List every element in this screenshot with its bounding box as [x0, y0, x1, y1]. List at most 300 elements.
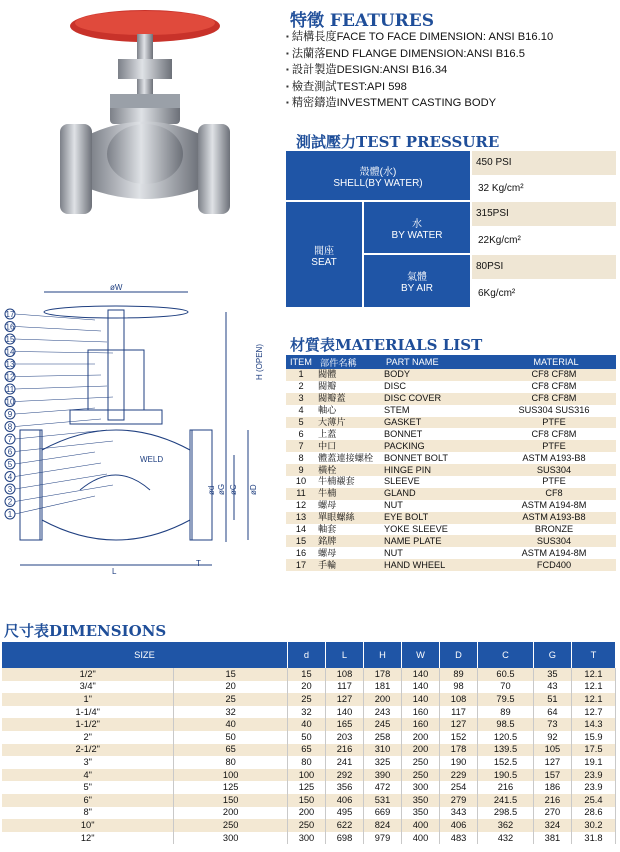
- table-cell: 閥瓣蓋: [316, 393, 382, 405]
- table-cell: 100: [174, 769, 288, 782]
- col-item: ITEM: [286, 355, 316, 369]
- table-cell: 12: [286, 500, 316, 512]
- table-cell: 25: [287, 693, 325, 706]
- table-cell: 25: [174, 693, 288, 706]
- table-cell: 25.4: [571, 794, 615, 807]
- seat-label-en: SEAT: [311, 256, 337, 268]
- table-cell: PTFE: [492, 476, 616, 488]
- water-label-en: BY WATER: [391, 229, 443, 241]
- table-row: [2, 756, 616, 769]
- valve-section-drawing: [0, 280, 282, 580]
- shell-psi: 450 PSI: [472, 151, 616, 175]
- table-cell: 15: [286, 535, 316, 547]
- callout-number: 12: [5, 372, 15, 382]
- table-cell: 216: [478, 781, 534, 794]
- col-d: d: [287, 642, 325, 668]
- table-cell: 中口: [316, 440, 382, 452]
- table-cell: GASKET: [382, 417, 492, 429]
- table-cell: PTFE: [492, 440, 616, 452]
- materials-title: 材質表MATERIALS LIST: [290, 336, 483, 354]
- table-cell: 80: [287, 756, 325, 769]
- table-row: [2, 693, 616, 706]
- features-list: [286, 29, 553, 112]
- dimensions-title: 尺寸表DIMENSIONS: [4, 622, 167, 640]
- table-cell: 64: [533, 706, 571, 719]
- table-cell: 531: [364, 794, 402, 807]
- table-cell: 40: [174, 718, 288, 731]
- table-cell: 390: [364, 769, 402, 782]
- table-cell: 1: [286, 369, 316, 381]
- table-cell: 125: [287, 781, 325, 794]
- table-cell: 17.5: [571, 744, 615, 757]
- table-cell: 258: [364, 731, 402, 744]
- table-cell: 閥瓣: [316, 381, 382, 393]
- table-cell: 140: [325, 706, 363, 719]
- table-cell: 5: [286, 417, 316, 429]
- table-cell: 698: [325, 832, 363, 845]
- table-row: [286, 405, 616, 417]
- air-psi: 80PSI: [472, 255, 616, 279]
- air-label-en: BY AIR: [400, 283, 434, 294]
- table-row: [286, 524, 616, 536]
- table-row: [2, 731, 616, 744]
- table-cell: CF8 CF8M: [492, 428, 616, 440]
- table-cell: 472: [364, 781, 402, 794]
- table-cell: 432: [478, 832, 534, 845]
- callout-number: 7: [7, 435, 13, 444]
- table-cell: 120.5: [478, 731, 534, 744]
- table-cell: 40: [287, 718, 325, 731]
- table-cell: 152.5: [478, 756, 534, 769]
- table-cell: 150: [287, 794, 325, 807]
- seat-label-cn: 閥座: [314, 245, 334, 257]
- table-row: [286, 559, 616, 571]
- table-cell: 200: [402, 744, 440, 757]
- table-cell: 381: [533, 832, 571, 845]
- callout-number: 10: [5, 397, 15, 407]
- table-cell: 250: [402, 756, 440, 769]
- table-cell: ASTM A193-B8: [492, 452, 616, 464]
- col-c: C: [478, 642, 534, 668]
- table-cell: 4": [2, 769, 174, 782]
- table-cell: 152: [440, 731, 478, 744]
- table-cell: 10": [2, 819, 174, 832]
- table-cell: 160: [402, 718, 440, 731]
- table-cell: 140: [402, 693, 440, 706]
- table-cell: 31.8: [571, 832, 615, 845]
- table-row: [2, 668, 616, 681]
- table-cell: 3/4": [2, 681, 174, 694]
- table-cell: 241: [325, 756, 363, 769]
- table-cell: SLEEVE: [382, 476, 492, 488]
- callout-leader: [15, 441, 113, 452]
- table-cell: 28.6: [571, 807, 615, 820]
- table-row: [286, 440, 616, 452]
- table-row: [286, 488, 616, 500]
- table-cell: BONNET: [382, 428, 492, 440]
- table-cell: 108: [325, 668, 363, 681]
- callout-number: 4: [7, 472, 13, 482]
- table-cell: 117: [440, 706, 478, 719]
- table-cell: 324: [533, 819, 571, 832]
- table-cell: ASTM A194-8M: [492, 547, 616, 559]
- table-cell: 200: [402, 731, 440, 744]
- table-cell: 200: [174, 807, 288, 820]
- table-cell: SUS304: [492, 464, 616, 476]
- table-cell: 622: [325, 819, 363, 832]
- table-cell: 400: [402, 832, 440, 845]
- table-cell: NUT: [382, 547, 492, 559]
- table-cell: CF8 CF8M: [492, 393, 616, 405]
- table-cell: 20: [174, 681, 288, 694]
- table-cell: 17: [286, 559, 316, 571]
- table-cell: 35: [533, 668, 571, 681]
- table-cell: 127: [325, 693, 363, 706]
- table-cell: PACKING: [382, 440, 492, 452]
- features-title: 特徵 FEATURES: [290, 11, 435, 31]
- table-cell: 32: [174, 706, 288, 719]
- table-cell: 1/2": [2, 668, 174, 681]
- shell-label: [286, 151, 470, 201]
- col-part-cn: 部件名稱: [316, 355, 382, 369]
- table-cell: 12.1: [571, 693, 615, 706]
- table-cell: 23.9: [571, 769, 615, 782]
- table-cell: 10: [286, 476, 316, 488]
- table-cell: 12.1: [571, 668, 615, 681]
- table-cell: 105: [533, 744, 571, 757]
- table-row: [286, 381, 616, 393]
- table-cell: 8: [286, 452, 316, 464]
- table-cell: YOKE SLEEVE: [382, 524, 492, 536]
- test-pressure-table: [286, 151, 616, 307]
- dimensions-header-row: [2, 642, 616, 668]
- table-row: [2, 681, 616, 694]
- table-cell: 190: [440, 756, 478, 769]
- callout-leader: [15, 327, 101, 332]
- table-cell: NAME PLATE: [382, 535, 492, 547]
- table-row: [2, 819, 616, 832]
- table-row: [2, 718, 616, 731]
- col-size: SIZE: [2, 642, 287, 668]
- callout-leader: [15, 496, 95, 514]
- air-kg: 6Kg/cm²: [478, 288, 516, 299]
- air-label-cn: 氣體: [407, 272, 427, 283]
- table-cell: 牛楠: [316, 488, 382, 500]
- callout-leader: [15, 397, 113, 402]
- col-part-name: PART NAME: [382, 355, 492, 369]
- table-cell: 178: [440, 744, 478, 757]
- callout-number: 5: [7, 460, 13, 469]
- feature-item: ▪ 結構長度FACE TO FACE DIMENSION: ANSI B16.10: [286, 29, 553, 46]
- water-kg: 22Kg/cm²: [478, 235, 521, 246]
- callout-number: 2: [7, 497, 13, 507]
- callout-number: 16: [5, 322, 15, 332]
- callout-leader: [15, 430, 107, 439]
- callout-number: 9: [7, 410, 13, 419]
- table-cell: DISC: [382, 381, 492, 393]
- callout-leader: [15, 419, 101, 427]
- col-dd: D: [440, 642, 478, 668]
- table-cell: EYE BOLT: [382, 512, 492, 524]
- callout-number: 6: [7, 447, 13, 457]
- table-cell: 325: [364, 756, 402, 769]
- table-cell: 483: [440, 832, 478, 845]
- table-cell: 1-1/4": [2, 706, 174, 719]
- dim-w-label: øW: [110, 283, 123, 292]
- table-cell: 19.1: [571, 756, 615, 769]
- seat-label: [286, 202, 362, 307]
- table-cell: 體蓋連接螺栓: [316, 452, 382, 464]
- table-cell: 200: [364, 693, 402, 706]
- callout-number: 14: [5, 347, 15, 357]
- table-row: [286, 393, 616, 405]
- table-cell: NUT: [382, 500, 492, 512]
- table-cell: 108: [440, 693, 478, 706]
- table-cell: 14.3: [571, 718, 615, 731]
- table-cell: 406: [440, 819, 478, 832]
- feature-item: ▪ 檢查測試TEST:API 598: [286, 79, 553, 96]
- table-cell: 350: [402, 807, 440, 820]
- table-cell: 669: [364, 807, 402, 820]
- table-cell: 閥體: [316, 369, 382, 381]
- table-cell: 軸套: [316, 524, 382, 536]
- table-cell: 203: [325, 731, 363, 744]
- col-t: T: [571, 642, 615, 668]
- table-cell: 3: [286, 393, 316, 405]
- callout-number: 3: [7, 485, 13, 494]
- table-cell: 軸心: [316, 405, 382, 417]
- callout-leader: [15, 485, 113, 502]
- col-g: G: [533, 642, 571, 668]
- table-cell: 手輪: [316, 559, 382, 571]
- table-row: [286, 512, 616, 524]
- dim-dd-label: øD: [249, 484, 258, 495]
- dim-c-label: øC: [229, 484, 238, 495]
- table-cell: 250: [287, 819, 325, 832]
- table-cell: 20: [287, 681, 325, 694]
- table-cell: 127: [533, 756, 571, 769]
- water-label: [364, 202, 470, 254]
- table-cell: 12.7: [571, 706, 615, 719]
- col-material: MATERIAL: [492, 355, 616, 369]
- table-cell: 150: [174, 794, 288, 807]
- table-cell: 400: [402, 819, 440, 832]
- table-cell: 186: [533, 781, 571, 794]
- table-cell: GLAND: [382, 488, 492, 500]
- table-cell: 1": [2, 693, 174, 706]
- table-cell: ASTM A193-B8: [492, 512, 616, 524]
- table-cell: 139.5: [478, 744, 534, 757]
- table-cell: 250: [174, 819, 288, 832]
- table-cell: 181: [364, 681, 402, 694]
- table-cell: 406: [325, 794, 363, 807]
- callout-leader: [15, 452, 95, 464]
- table-cell: 270: [533, 807, 571, 820]
- table-row: [286, 535, 616, 547]
- table-cell: CF8 CF8M: [492, 381, 616, 393]
- table-cell: STEM: [382, 405, 492, 417]
- table-cell: 254: [440, 781, 478, 794]
- table-cell: 銘牌: [316, 535, 382, 547]
- dim-t-label: T: [196, 559, 201, 568]
- table-cell: 279: [440, 794, 478, 807]
- table-cell: 310: [364, 744, 402, 757]
- table-cell: ASTM A194-8M: [492, 500, 616, 512]
- table-cell: 100: [287, 769, 325, 782]
- table-cell: 30.2: [571, 819, 615, 832]
- shell-label-cn: 殼體(水): [359, 166, 397, 178]
- table-row: [2, 744, 616, 757]
- table-cell: 65: [287, 744, 325, 757]
- table-row: [286, 428, 616, 440]
- table-row: [286, 500, 616, 512]
- table-cell: 350: [402, 794, 440, 807]
- table-cell: 13: [286, 512, 316, 524]
- table-cell: 8": [2, 807, 174, 820]
- table-cell: 9: [286, 464, 316, 476]
- table-cell: 216: [533, 794, 571, 807]
- table-cell: 32: [287, 706, 325, 719]
- table-cell: 螺母: [316, 547, 382, 559]
- table-cell: 245: [364, 718, 402, 731]
- table-cell: 356: [325, 781, 363, 794]
- table-cell: 50: [287, 731, 325, 744]
- table-cell: 250: [402, 769, 440, 782]
- table-cell: 14: [286, 524, 316, 536]
- callout-number: 1: [7, 510, 13, 519]
- table-cell: 157: [533, 769, 571, 782]
- table-cell: 216: [325, 744, 363, 757]
- table-cell: 11: [286, 488, 316, 500]
- table-cell: 300: [402, 781, 440, 794]
- table-cell: 65: [174, 744, 288, 757]
- table-cell: 23.9: [571, 781, 615, 794]
- dim-g-label: øG: [217, 483, 226, 495]
- table-cell: BODY: [382, 369, 492, 381]
- table-row: [286, 417, 616, 429]
- table-cell: 229: [440, 769, 478, 782]
- table-cell: SUS304: [492, 535, 616, 547]
- table-cell: DISC COVER: [382, 393, 492, 405]
- air-label: [364, 255, 470, 307]
- table-cell: 2": [2, 731, 174, 744]
- table-cell: 80: [174, 756, 288, 769]
- table-cell: 79.5: [478, 693, 534, 706]
- table-cell: 3": [2, 756, 174, 769]
- callout-leader: [15, 408, 95, 414]
- callout-leader: [15, 386, 107, 389]
- table-cell: 5": [2, 781, 174, 794]
- table-cell: 160: [402, 706, 440, 719]
- table-cell: HAND WHEEL: [382, 559, 492, 571]
- table-cell: 165: [325, 718, 363, 731]
- table-cell: 292: [325, 769, 363, 782]
- table-cell: 2-1/2": [2, 744, 174, 757]
- table-cell: 1-1/2": [2, 718, 174, 731]
- table-cell: 979: [364, 832, 402, 845]
- callout-leader: [15, 463, 101, 477]
- dimensions-table: [2, 642, 616, 844]
- callout-number: 15: [5, 335, 15, 344]
- dim-h-label: H (OPEN): [255, 344, 264, 380]
- table-cell: 73: [533, 718, 571, 731]
- table-cell: CF8: [492, 488, 616, 500]
- table-row: [286, 476, 616, 488]
- table-row: [286, 547, 616, 559]
- table-cell: 343: [440, 807, 478, 820]
- table-cell: 241.5: [478, 794, 534, 807]
- table-cell: 300: [287, 832, 325, 845]
- table-cell: BRONZE: [492, 524, 616, 536]
- table-cell: 15.9: [571, 731, 615, 744]
- table-cell: 89: [440, 668, 478, 681]
- table-cell: 6: [286, 428, 316, 440]
- table-cell: 117: [325, 681, 363, 694]
- table-cell: 6": [2, 794, 174, 807]
- feature-item: ▪ 精密鑄造INVESTMENT CASTING BODY: [286, 95, 553, 112]
- valve-photo: [50, 4, 250, 226]
- table-cell: 495: [325, 807, 363, 820]
- feature-item: ▪ 設計製造DESIGN:ANSI B16.34: [286, 62, 553, 79]
- table-cell: 16: [286, 547, 316, 559]
- callout-number: 11: [5, 385, 15, 394]
- table-cell: 大薄片: [316, 417, 382, 429]
- table-row: [286, 369, 616, 381]
- feature-item: ▪ 法蘭落END FLANGE DIMENSION:ANSI B16.5: [286, 46, 553, 63]
- table-cell: 牛楠襯套: [316, 476, 382, 488]
- table-row: [2, 832, 616, 845]
- table-cell: 300: [174, 832, 288, 845]
- table-cell: 60.5: [478, 668, 534, 681]
- table-cell: 43: [533, 681, 571, 694]
- table-cell: 螺母: [316, 500, 382, 512]
- table-cell: 200: [287, 807, 325, 820]
- callout-leader: [15, 339, 107, 342]
- callout-number: 8: [7, 422, 13, 432]
- table-row: [286, 452, 616, 464]
- table-cell: 15: [174, 668, 288, 681]
- table-cell: 243: [364, 706, 402, 719]
- table-row: [2, 781, 616, 794]
- table-cell: CF8 CF8M: [492, 369, 616, 381]
- table-cell: 2: [286, 381, 316, 393]
- table-cell: 上蓋: [316, 428, 382, 440]
- table-cell: 98: [440, 681, 478, 694]
- col-w: W: [402, 642, 440, 668]
- table-cell: 127: [440, 718, 478, 731]
- table-cell: 824: [364, 819, 402, 832]
- water-psi: 315PSI: [472, 202, 616, 226]
- table-row: [2, 807, 616, 820]
- dim-d-small-label: ød: [207, 485, 216, 495]
- table-row: [2, 769, 616, 782]
- shell-label-en: SHELL(BY WATER): [333, 177, 423, 189]
- table-cell: 70: [478, 681, 534, 694]
- table-cell: 140: [402, 668, 440, 681]
- callout-leader: [15, 352, 113, 354]
- col-l: L: [325, 642, 363, 668]
- test-pressure-title: 測試壓力TEST PRESSURE: [296, 133, 500, 151]
- table-cell: 298.5: [478, 807, 534, 820]
- table-cell: 178: [364, 668, 402, 681]
- table-cell: BONNET BOLT: [382, 452, 492, 464]
- table-cell: 92: [533, 731, 571, 744]
- col-h: H: [364, 642, 402, 668]
- table-row: [286, 464, 616, 476]
- table-cell: 98.5: [478, 718, 534, 731]
- weld-label: WELD: [140, 455, 164, 464]
- table-cell: 15: [287, 668, 325, 681]
